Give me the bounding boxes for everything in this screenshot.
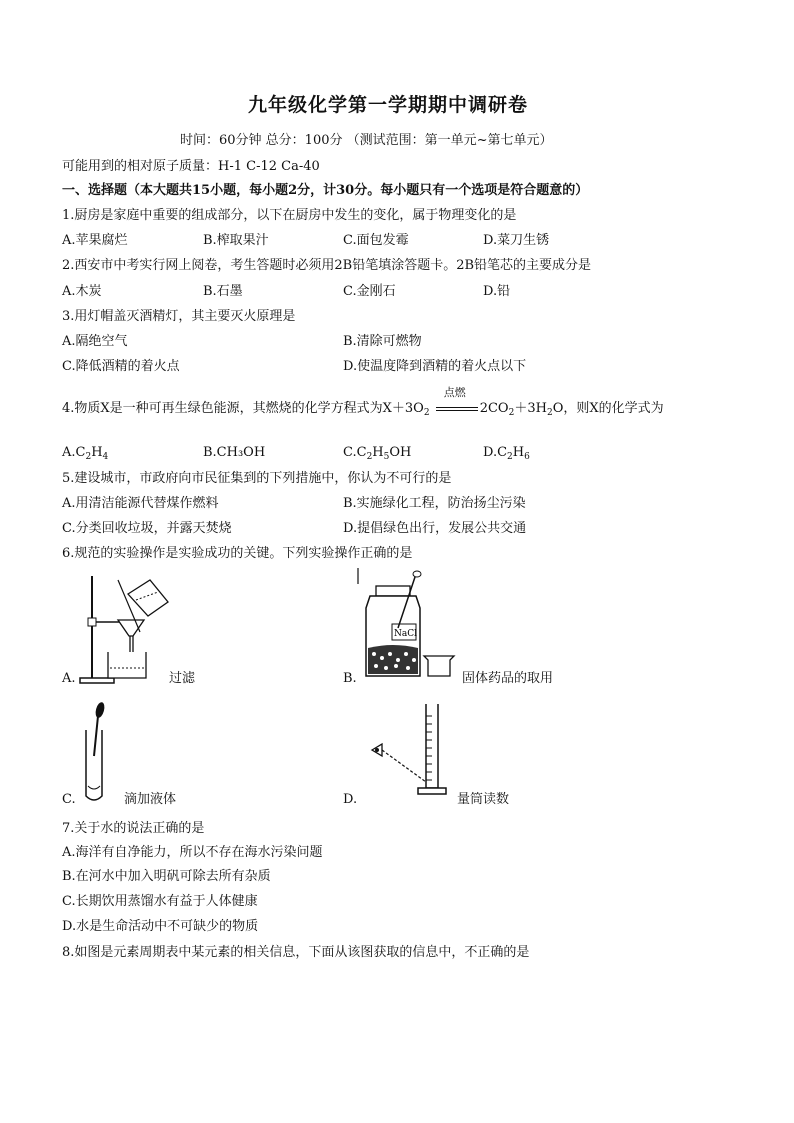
q5-option-d[interactable]: D.提倡绿色出行，发展公共交通 — [343, 521, 527, 536]
q4-d-sub2: 6 — [524, 452, 530, 462]
q2-option-c[interactable]: C.金刚石 — [343, 284, 396, 299]
q4-d-main: D.C — [483, 445, 508, 460]
q4-condition: 点燃 — [443, 385, 466, 399]
q4-product2: O — [552, 401, 564, 416]
q5-stem: 5.建设城市，市政府向市民征集到的下列措施中，你认为不可行的是 — [62, 471, 452, 486]
q7-option-c[interactable]: C.长期饮用蒸馏水有益于人体健康 — [62, 894, 258, 909]
q2-option-d[interactable]: D.铅 — [483, 284, 511, 299]
q8-stem: 8.如图是元素周期表中某元素的相关信息，下面从该图获取的信息中，不正确的是 — [62, 945, 530, 960]
q5-option-b[interactable]: B.实施绿化工程，防治扬尘污染 — [343, 496, 526, 511]
q4-product1-sub: 2 — [508, 408, 515, 418]
exam-info: 时间：60分钟 总分：100分 （测试范围：第一单元~第七单元） — [180, 133, 553, 148]
q1-option-a[interactable]: A.苹果腐烂 — [62, 233, 128, 248]
q4-c-h: H — [372, 445, 384, 460]
q4-c-sub2: 5 — [383, 452, 390, 462]
q3-option-d[interactable]: D.使温度降到酒精的着火点以下 — [343, 359, 527, 374]
q4-option-b[interactable]: B.CH₃OH — [203, 445, 266, 460]
q4-sub: 2 — [423, 408, 430, 418]
q1-stem: 1.厨房是家庭中重要的组成部分，以下在厨房中发生的变化，属于物理变化的是 — [62, 208, 517, 223]
q4-c-oh: OH — [389, 445, 412, 460]
q7-stem: 7.关于水的说法正确的是 — [62, 821, 205, 836]
q4-product-mid: ＋3H — [514, 401, 547, 416]
q1-option-b[interactable]: B.榨取果汁 — [203, 233, 269, 248]
q3-stem: 3.用灯帽盖灭酒精灯，其主要灭火原理是 — [62, 309, 296, 324]
q6-stem: 6.规范的实验操作是实验成功的关键。下列实验操作正确的是 — [62, 546, 413, 561]
q4-a-h: H — [91, 445, 103, 460]
q5-option-a[interactable]: A.用清洁能源代替煤作燃料 — [62, 496, 219, 511]
q2-option-b[interactable]: B.石墨 — [203, 284, 243, 299]
q2-stem: 2.西安市中考实行网上阅卷，考生答题时必须用2B铅笔填涂答题卡。2B铅笔芯的主要成分是 — [62, 258, 592, 273]
q4-d-sub1: 2 — [507, 452, 513, 462]
cylinder-figure — [360, 702, 450, 802]
q6-option-b[interactable]: B. — [343, 671, 357, 686]
q4-product1: 2CO — [479, 401, 509, 416]
q4-c-sub1: 2 — [366, 452, 373, 462]
q3-option-a[interactable]: A.隔绝空气 — [62, 334, 128, 349]
page-title: 九年级化学第一学期期中调研卷 — [248, 94, 529, 116]
q4-a-sub2: 4 — [102, 452, 109, 462]
q4-d-h: H — [512, 445, 525, 460]
filtration-figure — [78, 572, 178, 690]
q1-option-d[interactable]: D.菜刀生锈 — [483, 233, 550, 248]
dropper-figure — [80, 700, 120, 804]
q7-option-a[interactable]: A.海洋有自净能力，所以不存在海水污染问题 — [62, 845, 323, 860]
q7-option-d[interactable]: D.水是生命活动中不可缺少的物质 — [62, 919, 259, 934]
q6-option-d-text: 量筒读数 — [457, 792, 510, 807]
solid-reagent-figure — [356, 568, 466, 686]
q6-option-d[interactable]: D. — [343, 792, 358, 807]
q6-option-c[interactable]: C. — [62, 792, 76, 807]
q4-product2-sub: 2 — [546, 408, 553, 418]
q6-option-a-text: 过滤 — [169, 671, 196, 686]
q2-option-a[interactable]: A.木炭 — [62, 284, 102, 299]
q7-option-b[interactable]: B.在河水中加入明矾可除去所有杂质 — [62, 869, 271, 884]
q4-arrow — [436, 385, 478, 411]
q3-option-b[interactable]: B.清除可燃物 — [343, 334, 422, 349]
q4-option-c[interactable] — [343, 445, 412, 462]
q1-option-c[interactable]: C.面包发霉 — [343, 233, 409, 248]
q4-stem-before: 4.物质X是一种可再生绿色能源，其燃烧的化学方程式为X＋3O — [62, 401, 424, 416]
q6-option-c-text: 滴加液体 — [124, 792, 177, 807]
q4-option-a[interactable] — [62, 445, 109, 462]
q4-a-main: A.C — [62, 445, 86, 460]
q5-option-c[interactable]: C.分类回收垃圾，并露天焚烧 — [62, 521, 232, 536]
q6-option-b-text: 固体药品的取用 — [462, 671, 554, 686]
q4-a-sub1: 2 — [85, 452, 92, 462]
atomic-masses: 可能用到的相对原子质量：H-1 C-12 Ca-40 — [62, 159, 320, 174]
nacl-label: NaCl — [394, 629, 418, 639]
q4-stem — [62, 385, 664, 418]
equals-sign-icon — [436, 407, 478, 411]
q4-option-d[interactable] — [483, 445, 530, 462]
section-heading: 一、选择题（本大题共15小题，每小题2分，计30分。每小题只有一个选项是符合题意的） — [62, 183, 589, 198]
q4-stem-after: ，则X的化学式为 — [563, 401, 664, 416]
q3-option-c[interactable]: C.降低酒精的着火点 — [62, 359, 180, 374]
q6-option-a[interactable]: A. — [62, 671, 76, 686]
q4-c-main: C.C — [343, 445, 367, 460]
